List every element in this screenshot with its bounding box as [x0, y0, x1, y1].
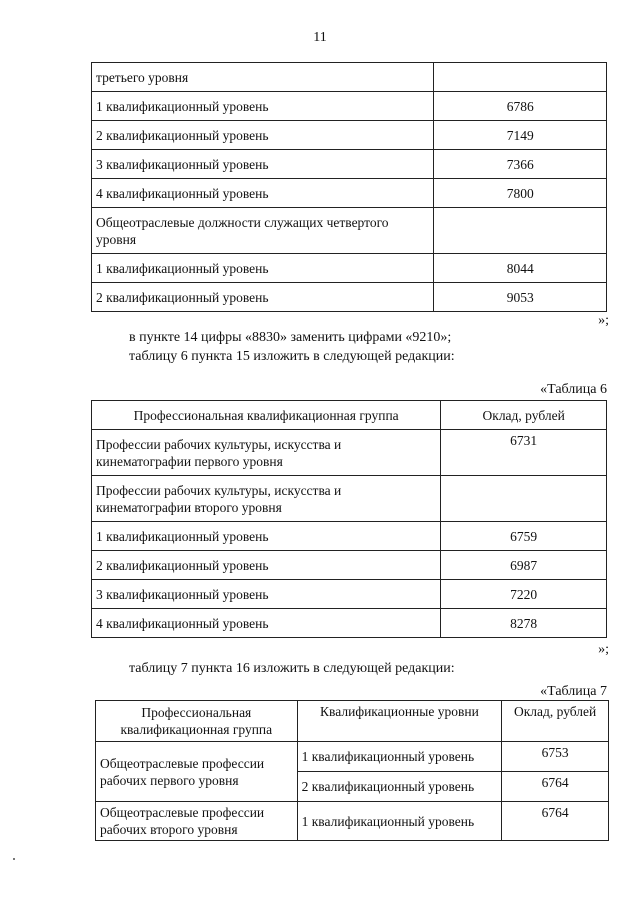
column-header: Оклад, рублей: [441, 401, 607, 430]
salary-value: 7149: [434, 121, 607, 150]
salary-value: 9053: [434, 283, 607, 312]
closing-quote: »;: [598, 313, 609, 328]
table-caption: «Таблица 6: [540, 382, 607, 397]
salary-value: 7800: [434, 179, 607, 208]
salary-value: 6759: [441, 522, 607, 551]
instruction-text: таблицу 6 пункта 15 изложить в следующей редакции:: [129, 349, 455, 364]
column-header: Квалификационные уровни: [297, 701, 502, 742]
salary-value: 7220: [441, 580, 607, 609]
level-label: 1 квалификационный уровень: [297, 802, 502, 841]
column-header: Оклад, рублей: [502, 701, 609, 742]
table-row: [92, 121, 607, 150]
scan-dot: [13, 858, 15, 860]
closing-quote: »;: [598, 642, 609, 657]
column-header: Профессиональная квалификационная группа: [92, 401, 441, 430]
table-row: [92, 179, 607, 208]
group-label: Общеотраслевые профессии рабочих первого уровня: [96, 742, 298, 802]
table-row: [92, 283, 607, 312]
salary-value: 8278: [441, 609, 607, 638]
salary-value: 6987: [441, 551, 607, 580]
header-row: [96, 701, 609, 742]
table-row: [92, 254, 607, 283]
table-row: [92, 476, 607, 522]
level-label: 1 квалификационный уровень: [92, 522, 441, 551]
group-label: Профессии рабочих культуры, искусства и кинематографии первого уровня: [92, 430, 441, 476]
salary-value: 6731: [441, 430, 607, 476]
salary-value: 6764: [502, 772, 609, 802]
header-row: [92, 401, 607, 430]
salary-value: [434, 63, 607, 92]
table-row: [96, 742, 609, 772]
level-label: 4 квалификационный уровень: [92, 179, 434, 208]
salary-value: 6764: [502, 802, 609, 841]
table-caption: «Таблица 7: [540, 684, 607, 699]
table-row: [92, 208, 607, 254]
level-label: 2 квалификационный уровень: [92, 283, 434, 312]
level-label: 1 квалификационный уровень: [92, 254, 434, 283]
salary-value: [434, 208, 607, 254]
level-label: 2 квалификационный уровень: [297, 772, 502, 802]
salary-table-continued: [91, 62, 607, 312]
level-label: 2 квалификационный уровень: [92, 121, 434, 150]
level-label: 1 квалификационный уровень: [297, 742, 502, 772]
level-label: 3 квалификационный уровень: [92, 580, 441, 609]
salary-value: [441, 476, 607, 522]
table-row: [92, 551, 607, 580]
table-row: [92, 430, 607, 476]
table-row: [96, 802, 609, 841]
group-label: Общеотраслевые должности служащих четвертого уровня: [92, 208, 434, 254]
group-label: Профессии рабочих культуры, искусства и кинематографии второго уровня: [92, 476, 441, 522]
level-label: 2 квалификационный уровень: [92, 551, 441, 580]
level-label: 3 квалификационный уровень: [92, 150, 434, 179]
salary-value: 6753: [502, 742, 609, 772]
instruction-text: в пункте 14 цифры «8830» заменить цифрами «9210»;: [129, 330, 452, 345]
instruction-text: таблицу 7 пункта 16 изложить в следующей редакции:: [129, 661, 455, 676]
salary-table-6: [91, 400, 607, 638]
table-row: [92, 609, 607, 638]
level-label: 1 квалификационный уровень: [92, 92, 434, 121]
table-row: [92, 522, 607, 551]
salary-table-7: [95, 700, 609, 841]
page-number: 11: [313, 30, 327, 45]
group-label: Общеотраслевые профессии рабочих второго уровня: [96, 802, 298, 841]
salary-value: 6786: [434, 92, 607, 121]
level-label: 4 квалификационный уровень: [92, 609, 441, 638]
column-header: Профессиональная квалификационная группа: [96, 701, 298, 742]
salary-value: 7366: [434, 150, 607, 179]
table-row: [92, 150, 607, 179]
group-label: третьего уровня: [92, 63, 434, 92]
salary-value: 8044: [434, 254, 607, 283]
table-row: [92, 92, 607, 121]
table-row: [92, 63, 607, 92]
table-row: [92, 580, 607, 609]
